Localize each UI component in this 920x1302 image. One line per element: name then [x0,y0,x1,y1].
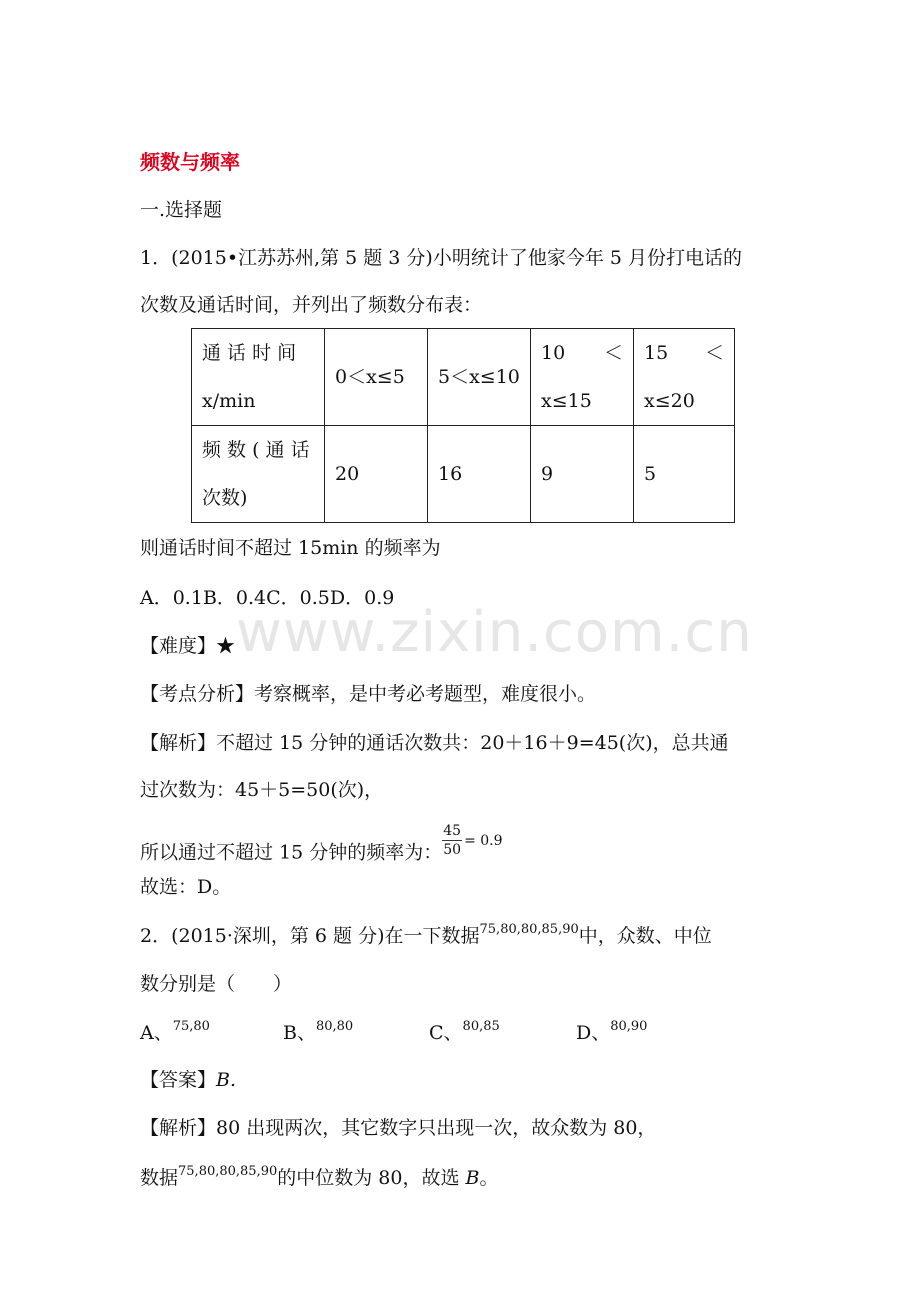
option-b: B、$^{80,80}$ [283,1019,354,1044]
q1-line1: 1．(2015•江苏苏州,第 5 题 3 分)小明统计了他家今年 5 月份打电话的 [140,247,743,269]
q2-data-set-2: 75,80,80,85,90 [178,1164,278,1179]
q1-difficulty: 【难度】★ [140,635,236,657]
option-c: C、$^{80,85}$ [429,1019,500,1044]
q2-line2: 数分别是（ ） [140,973,293,995]
table-cell: 20 [325,426,428,523]
cell-text: x/min [202,390,256,412]
cell-text: 通 话 时 间 [202,342,297,364]
watermark: www.zixin.com.cn [236,600,753,665]
q1-solution-line2: 过次数为：45＋5=50(次)， [140,779,384,801]
table-cell [192,329,325,426]
table-row [192,329,735,426]
option-d: D、$^{80,90}$ [576,1019,648,1044]
q1-options: A．0.1B．0.4C．0.5D．0.9 [140,587,395,609]
q2-solution-line2 [140,1166,499,1193]
q2-answer [140,1068,236,1092]
answer-label: 【答案】 [140,1069,217,1091]
answer-value: B. [216,1069,237,1091]
fraction [442,822,502,859]
q2-line1 [140,924,712,951]
section-title: 频数与频率 [140,150,240,174]
solution-text: 所以通过不超过 15 分钟的频率为： [140,841,443,864]
solution-text: 。 [479,1167,499,1189]
q2-data-set: 75,80,80,85,90 [479,922,579,937]
cell-text: ＜ [603,342,623,364]
table-cell [634,329,735,426]
table-cell: 5 [634,426,735,523]
frequency-table [191,328,735,523]
fraction-result: = 0.9 [464,832,503,849]
q2-solution-line1: 【解析】80 出现两次，其它数字只出现一次，故众数为 80， [140,1117,657,1139]
cell-text: 10 [541,342,566,364]
cell-text: ＜ [704,342,724,364]
cell-text: 次数) [202,487,248,509]
q1-analysis: 【考点分析】考察概率，是中考必考题型，难度很小。 [140,683,597,705]
q2-text: 中，众数、中位 [578,925,712,947]
table-cell: 16 [428,426,531,523]
table-cell: 0＜x≤5 [325,329,428,426]
solution-choice: B [465,1167,480,1189]
q1-answer: 故选：D。 [140,876,232,898]
table-cell [531,329,634,426]
table-cell: 9 [531,426,634,523]
fraction-numerator: 45 [443,823,462,839]
q1-solution-line1: 【解析】不超过 15 分钟的通话次数共：20＋16＋9=45(次)，总共通 [140,732,729,754]
solution-text: 数据 [140,1167,179,1189]
fraction-denominator: 50 [443,842,462,858]
q1-solution-line3 [140,823,503,873]
q2-text: 2．(2015·深圳，第 6 题 分)在一下数据 [140,925,480,947]
solution-text: 的中位数为 80，故选 [277,1167,466,1189]
cell-text: x≤15 [541,390,592,412]
cell-text: 15 [644,342,669,364]
table-cell: 5＜x≤10 [428,329,531,426]
cell-text: x≤20 [644,390,695,412]
heading: 一.选择题 [140,199,223,221]
table-row [192,426,735,523]
q1-line2: 次数及通话时间，并列出了频数分布表： [140,294,483,316]
option-a: A、$^{75,80}$ [140,1019,210,1044]
q1-question: 则通话时间不超过 15min 的频率为 [140,537,441,559]
table-cell [192,426,325,523]
cell-text: 频 数 ( 通 话 [202,439,310,461]
